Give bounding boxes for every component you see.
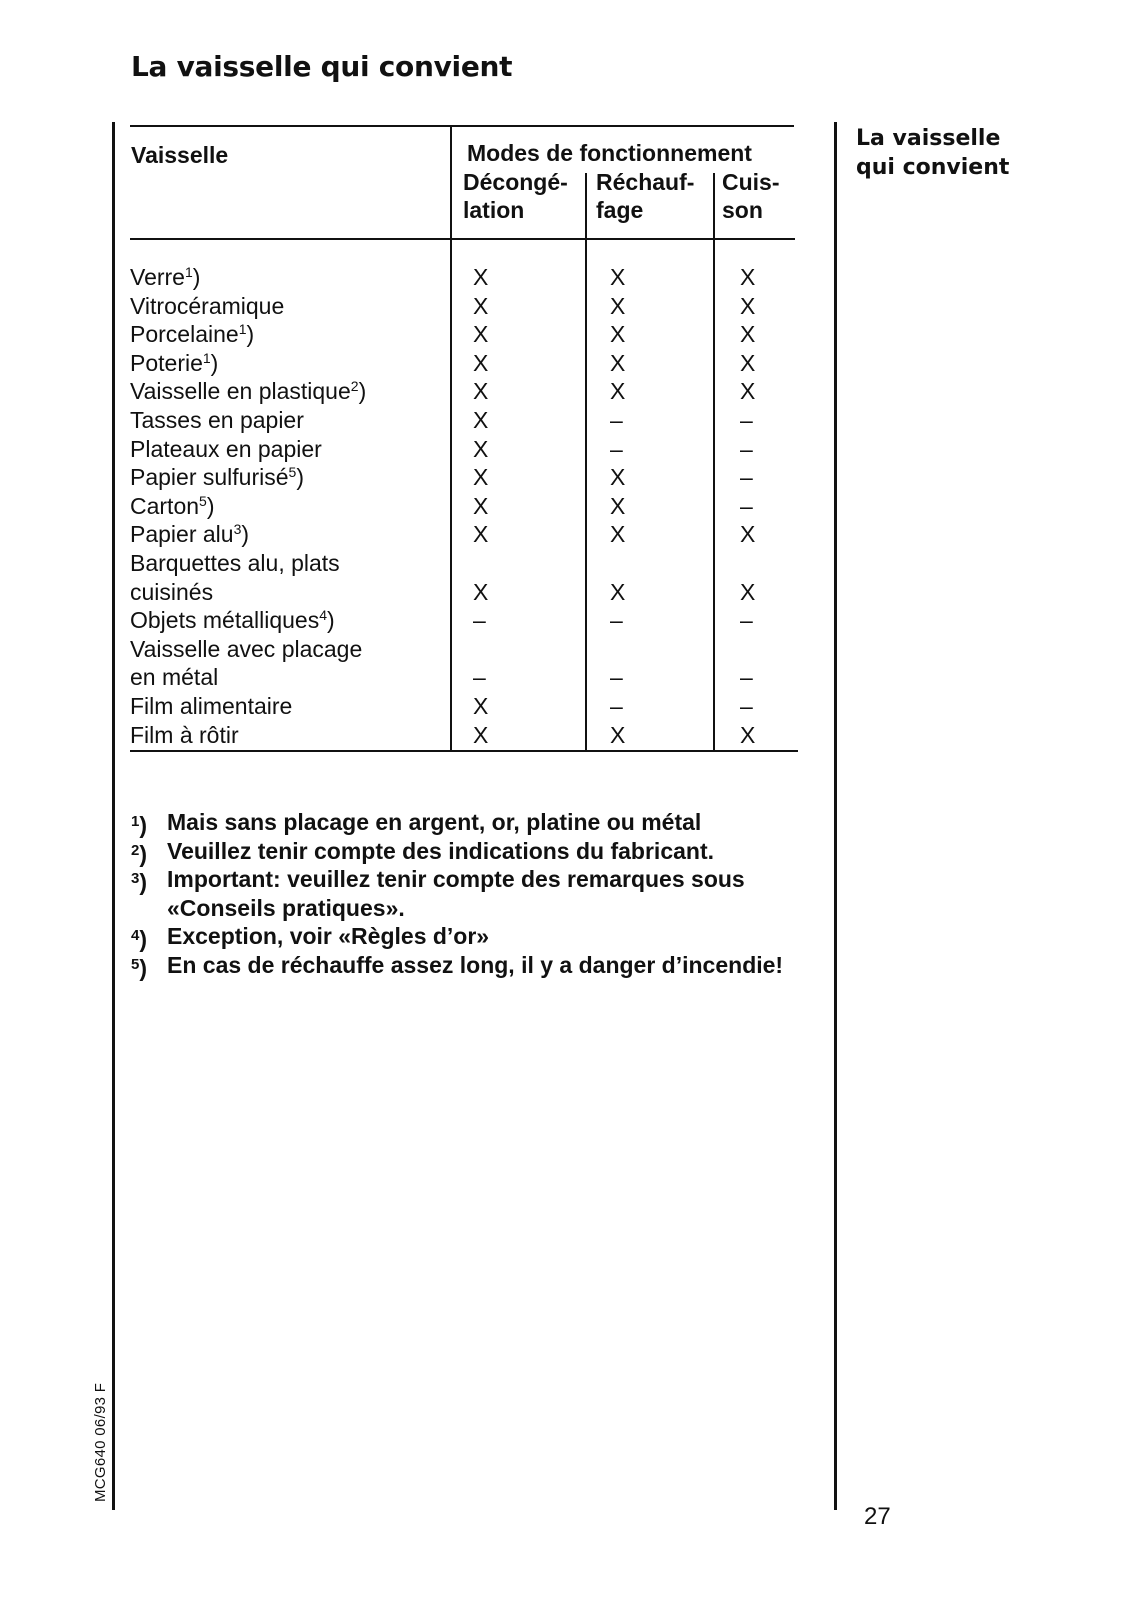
left-margin-rule [112,122,115,1510]
rechauffage-mark: – [610,607,623,634]
dishware-name-line-1 [130,692,450,721]
cuisson-mark: – [740,692,753,719]
dishware-name-line-1 [130,263,450,292]
dishware-name-line-1 [130,635,450,664]
dishware-label: Film à rôtir [130,721,239,748]
dishware-name [130,263,450,292]
decongelation-mark: X [473,378,489,405]
document-code: MCG640 06/93 F [92,1382,109,1502]
header-cuisson [722,168,780,224]
dishware-name [130,721,450,750]
footnote-marker: $^4$) [131,926,148,953]
rechauffage-mark: X [610,321,626,348]
cuisson-mark: X [740,264,756,290]
dishware-name-line-1 [130,377,450,406]
dishware-table [130,125,813,768]
footnote-item [131,808,831,837]
rechauffage-mark: X [610,349,626,376]
decongelation-mark: X [473,578,489,605]
side-title-line-2: qui convient [856,155,1010,180]
decongelation-mark: X [473,521,489,548]
decongelation-mark: X [473,321,489,348]
dishware-label: Tasses en papier [130,406,304,433]
rechauffage-mark: X [610,492,626,519]
table-row [130,606,813,635]
decongelation-mark: X [473,264,489,290]
table-row [130,377,813,406]
table-row [130,721,813,750]
footnotes [131,808,831,980]
footnote-number: 5 [131,955,140,973]
dishware-name [130,549,450,606]
dishware-name-line-1 [130,520,450,549]
cuisson-mark: X [740,378,756,405]
table-row [130,635,813,692]
decongelation-mark: – [473,664,486,691]
dishware-label: Papier sulfurisé [130,464,289,491]
cuisson-mark: – [740,435,753,462]
footnote-text: Exception, voir «Règles d’or» [167,923,490,950]
rechauffage-mark: X [610,378,626,405]
footnote-number: 3 [131,870,140,888]
page-title: La vaisselle qui convient [131,50,513,83]
header-modes: Modes de fonctionnement [467,140,752,166]
footnote-ref-paren: ) [210,349,219,376]
dishware-name [130,406,450,435]
footnote-text: En cas de réchauffe assez long, il y a danger d’incendie! [167,951,784,978]
footnote-marker: $^2$) [131,840,148,867]
decongelation-mark: X [473,721,489,748]
dishware-label: Barquettes alu, plats [130,549,340,576]
cuisson-mark: X [740,321,756,348]
footnote-ref-paren: ) [241,521,250,548]
rechauffage-mark: – [610,664,623,691]
table-row [130,492,813,521]
dishware-name [130,635,450,692]
footnote-item [131,837,831,866]
dishware-name-line-1 [130,349,450,378]
footnote-ref-paren: ) [296,464,304,491]
header-rechauffage-line-2: fage [596,197,644,223]
rechauffage-mark: X [610,464,626,491]
dishware-label: Papier alu [130,521,234,548]
dishware-name-line-1 [130,463,450,492]
decongelation-mark: X [473,692,489,719]
dishware-label: Plateaux en papier [130,435,322,462]
header-vaisselle: Vaisselle [131,142,229,168]
dishware-label: Poterie [130,349,203,376]
cuisson-mark: X [740,349,756,376]
header-rechauffage [596,168,694,224]
rechauffage-mark: X [610,292,626,319]
dishware-name-line-1 [130,721,450,750]
footnote-item [131,951,831,980]
dishware-label: Film alimentaire [130,692,293,719]
footnote-text: Veuillez tenir compte des indications du fabricant. [167,837,715,864]
cuisson-mark: X [740,721,756,748]
rechauffage-mark: X [610,578,626,605]
footnote-ref-paren: ) [206,492,215,519]
dishware-name [130,492,450,521]
footnote-ref: 5 [288,464,297,481]
table-row [130,320,813,349]
footnote-item [131,865,831,922]
dishware-name-line-2: cuisinés [130,578,214,605]
dishware-label: Vitrocéramique [130,292,285,319]
footnote-text: Mais sans placage en argent, or, platine ou métal [167,809,702,835]
table-row [130,292,813,321]
footnote-ref-paren: ) [246,321,255,348]
footnote-number: 1 [131,813,140,830]
rechauffage-mark: X [610,264,626,290]
footnote-ref: 1 [202,349,211,366]
cuisson-mark: – [740,406,753,433]
dishware-name-line-1 [130,406,450,435]
decongelation-mark: X [473,492,489,519]
footnote-item [131,922,831,951]
dishware-label: Porcelaine [130,321,239,348]
header-rechauffage-line-1: Réchauf- [596,169,695,195]
dishware-label: Vaisselle avec placage [130,635,363,662]
decongelation-mark: X [473,349,489,376]
rechauffage-mark: X [610,521,626,548]
footnote-number: 4 [131,927,140,945]
dishware-name [130,292,450,321]
footnote-ref: 2 [350,378,359,395]
dishware-name [130,606,450,635]
header-cuisson-line-1: Cuis- [722,169,780,195]
decongelation-mark: X [473,292,489,319]
dishware-name [130,320,450,349]
header-cuisson-line-2: son [722,197,763,223]
table-header-rule [130,238,795,240]
dishware-label: Verre [130,264,185,290]
dishware-name [130,377,450,406]
table-top-rule [130,125,794,127]
footnote-number: 2 [131,841,140,859]
dishware-label: Carton [130,492,200,519]
dishware-name-line-1 [130,292,450,321]
rechauffage-mark: – [610,406,623,433]
footnote-ref: 5 [199,492,207,509]
table-row [130,349,813,378]
table-row [130,549,813,606]
dishware-name-line-1 [130,320,450,349]
rechauffage-mark: – [610,435,623,462]
page-number: 27 [864,1503,891,1530]
header-decongelation-line-1: Décongé- [463,169,568,195]
footnote-ref: 3 [233,521,242,538]
dishware-name-line-2: en métal [130,664,219,691]
table-row [130,463,813,492]
table-row [130,263,813,292]
cuisson-mark: – [740,607,753,634]
header-decongelation [463,168,568,224]
cuisson-mark: – [740,492,753,519]
cuisson-mark: X [740,521,756,548]
dishware-name-line-1 [130,606,450,635]
dishware-name [130,692,450,721]
dishware-name-line-1 [130,549,450,578]
decongelation-mark: – [473,607,486,634]
table-row [130,520,813,549]
table-row [130,692,813,721]
dishware-name-line-1 [130,435,450,464]
dishware-name [130,435,450,464]
footnote-ref: 1 [238,321,247,338]
dishware-label: Objets métalliques [130,607,320,634]
footnote-ref: 4 [319,607,327,624]
cuisson-mark: X [740,292,756,319]
footnote-text: Important: veuillez tenir compte des remarques sous «Conseils pratiques». [167,866,745,921]
footnote-ref-paren: ) [327,607,335,634]
decongelation-mark: X [473,406,489,433]
cuisson-mark: – [740,664,753,691]
dishware-name-line-1 [130,492,450,521]
dishware-name [130,349,450,378]
side-title-line-1: La vaisselle [856,126,1001,151]
table-row [130,435,813,464]
footnote-ref: 1 [184,264,193,280]
right-margin-rule [834,122,837,1510]
table-rows [130,263,813,749]
footnote-ref-paren: ) [192,264,201,290]
rechauffage-mark: – [610,692,623,719]
footnote-marker: $^1$) [131,812,148,838]
table-bottom-rule [130,750,798,752]
footnote-ref-paren: ) [358,378,367,405]
side-title [856,124,1009,182]
footnote-marker: $^5$) [131,954,148,981]
decongelation-mark: X [473,435,489,462]
decongelation-mark: X [473,464,489,491]
cuisson-mark: – [740,464,753,491]
table-row [130,406,813,435]
cuisson-mark: X [740,578,756,605]
footnote-marker: $^3$) [131,869,148,896]
header-decongelation-line-2: lation [463,197,525,223]
dishware-label: Vaisselle en plastique [130,378,351,405]
dishware-name [130,520,450,549]
rechauffage-mark: X [610,721,626,748]
dishware-name [130,463,450,492]
